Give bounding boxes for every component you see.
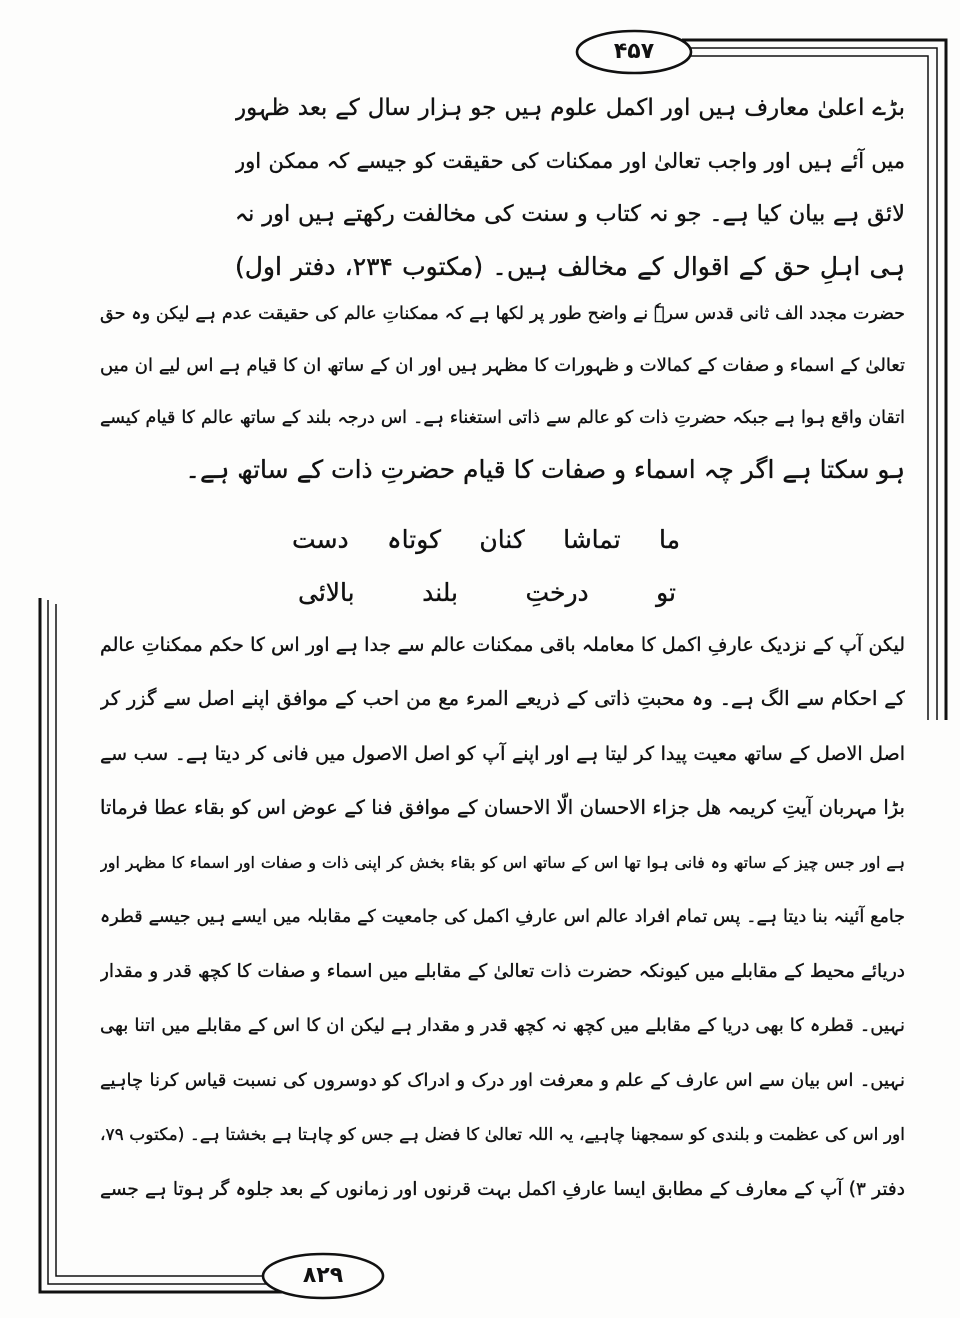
top-page-number: ۴۵۷ xyxy=(613,39,655,64)
paragraph-line: نہیں۔ قطرہ کا بھی دریا کے مقابلے میں کچھ نہ کچھ قدر و مقدار ہے لیکن ان کا اس کے مقابلے میں اتنا بھی xyxy=(100,1015,905,1036)
paragraph-line: دریائے محیط کے مقابلے میں کیونکہ حضرت ذات تعالیٰ کے مقابلے میں اسماء و صفات کا کچھ قدر و مقدار xyxy=(100,961,905,982)
paragraph-line: تعالیٰ کے اسماء و صفات کے کمالات و ظہورات کا مظہر ہیں اور ان کے ساتھ ان کا قیام ہے اس لیے ان میں xyxy=(100,355,905,376)
paragraph-line: جامع آئینہ بنا دیتا ہے۔ پس تمام افراد عالم اس عارفِ اکمل کی جامعیت کے مقابلہ میں ایسے ہیں جیسے قطرہ xyxy=(100,907,905,927)
verse-word: بالائی xyxy=(298,578,355,607)
bottom-page-number: ۸۲۹ xyxy=(302,1263,344,1288)
paragraph-line: نہیں۔ اس بیان سے اس عارف کے علم و معرفت اور درک و ادراک کو دوسروں کی نسبت قیاس کرنا چاہیے xyxy=(100,1070,905,1091)
verse-word: کوتاہ xyxy=(386,525,442,554)
verse-word: تو xyxy=(656,578,676,607)
paragraph-line: اتقان واقع ہوا ہے جبکہ حضرتِ ذات کو عالم سے ذاتی استغناء ہے۔ اس درجہ بلند کے ساتھ عالم کا قیام کیسے xyxy=(100,408,905,428)
verse-word: ما xyxy=(658,525,680,554)
quote-line: میں آئے ہیں اور واجب تعالیٰ اور ممکنات کی حقیقت کو جیسے کہ ممکن اور xyxy=(235,149,905,173)
paragraph-line: حضرت مجدد الف ثانی قدس سرہٗ نے واضح طور پر لکھا ہے کہ ممکناتِ عالم کی حقیقت عدم ہے لیکن وہ حق xyxy=(100,304,905,324)
quote-line: لائق ہے بیان کیا ہے۔ جو نہ کتاب و سنت کی مخالفت رکھتے ہیں اور نہ xyxy=(235,201,905,227)
paragraph-line: لیکن آپ کے نزدیک عارفِ اکمل کا معاملہ باقی ممکنات عالم سے جدا ہے اور اس کا حکم ممکناتِ عالم xyxy=(100,634,905,656)
paragraph-line: ہو سکتا ہے اگر چہ اسماء و صفات کا قیام حضرتِ ذات کے ساتھ ہے۔ xyxy=(185,455,905,484)
paragraph-line: اصل الاصل کے ساتھ معیت پیدا کر لیتا ہے اور اپنے آپ کو اصل الاصول میں فانی کر دیتا ہے۔ سب سے xyxy=(100,743,905,765)
verse-word: تماشا xyxy=(563,525,621,554)
paragraph-line: بڑا مہربان آیتِ کریمہ ھل جزاء الاحسان الّا الاحسان کے موافق فنا کے عوض اس کو بقاء عطا فرماتا xyxy=(100,796,905,819)
paragraph-line: کے احکام سے الگ ہے۔ وہ محبتِ ذاتی کے ذریعے المرء مع من احب کے موافق اپنے اصل سے گزر کر xyxy=(100,687,905,710)
verse-word: بلند xyxy=(422,578,458,607)
verse-line-1 xyxy=(292,518,680,562)
verse-line-2 xyxy=(298,571,676,615)
verse-word: کنان xyxy=(479,525,525,554)
verse-word: دست xyxy=(292,525,349,554)
quote-line: بڑے اعلیٰ معارف ہیں اور اکمل علوم ہیں جو ہزار سال کے بعد ظہور xyxy=(235,95,905,121)
paragraph-line: دفتر ۳) آپ کے معارف کے مطابق ایسا عارفِ اکمل بہت قرنوں اور زمانوں کے بعد جلوہ گر ہوتا ہے جسے xyxy=(100,1179,905,1200)
paragraph-line: ہے اور جس چیز کے ساتھ وہ فانی ہوا تھا اس کے ساتھ اس کو بقاء بخش کر اپنی ذات و صفات اور اسماء کا مظہر اور xyxy=(100,853,905,872)
paragraph-line: اور اس کی عظمت و بلندی کو سمجھنا چاہیے، یہ اللہ تعالیٰ کا فضل ہے جس کو چاہتا ہے بخشتا ہے۔ (مکتوب ۷۹، xyxy=(100,1125,905,1145)
verse-word: درختِ xyxy=(525,578,589,607)
quote-line: ہی اہلِ حق کے اقوال کے مخالف ہیں۔ (مکتوب ۲۳۴، دفتر اول) xyxy=(235,252,905,281)
